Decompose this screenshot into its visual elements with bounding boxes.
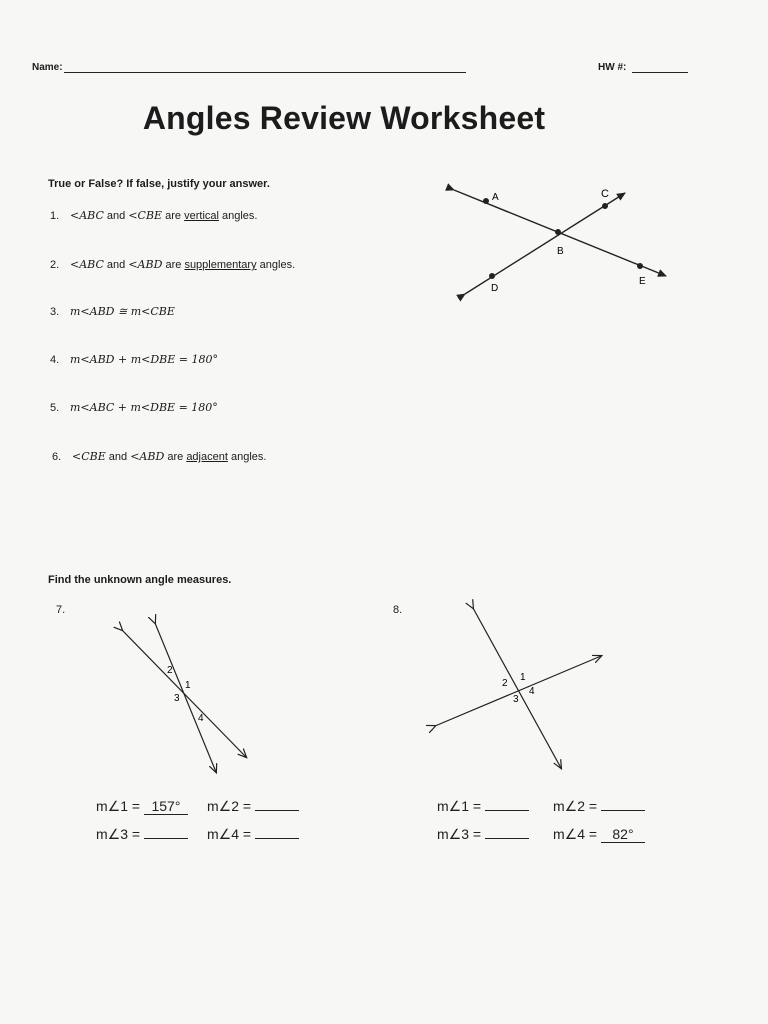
answer-blank[interactable] — [485, 838, 529, 839]
p8-m1-answer — [437, 798, 529, 815]
point-c — [602, 203, 608, 209]
answer-label: m∠3 = — [437, 826, 482, 842]
point-e — [637, 263, 643, 269]
underlined-term: supplementary — [184, 259, 257, 271]
question-text: and — [105, 451, 131, 463]
p8-m4-answer — [553, 826, 645, 843]
angle-label-1: 1 — [520, 672, 526, 683]
answer-label: m∠3 = — [96, 826, 141, 842]
angle-expression: m<ABD ≅ m<CBE — [70, 305, 175, 318]
angle-label-3: 3 — [174, 693, 180, 704]
angle-expr: <ABD — [128, 258, 163, 271]
angle-label-2: 2 — [502, 678, 508, 689]
true-false-instruction: True or False? If false, justify your answer. — [48, 178, 270, 190]
line-cd — [465, 193, 625, 294]
angle-expr: <CBE — [72, 450, 106, 463]
line-2 — [155, 623, 216, 772]
p7-m1-answer — [96, 798, 188, 815]
label-b: B — [557, 246, 564, 257]
question-text: are — [162, 259, 185, 271]
answer-blank[interactable] — [485, 810, 529, 811]
name-field-line[interactable] — [64, 72, 466, 73]
underlined-term: vertical — [184, 210, 219, 222]
question-number: 5. — [50, 402, 60, 414]
answer-label: m∠2 = — [553, 798, 598, 814]
question-number: 4. — [50, 354, 60, 366]
hw-number-label: HW #: — [598, 62, 627, 73]
question-text: are — [164, 451, 187, 463]
point-a — [483, 198, 489, 204]
point-d — [489, 273, 495, 279]
line-1 — [473, 608, 561, 768]
angle-expr: <ABC — [70, 258, 104, 271]
problem-7-number: 7. — [56, 604, 66, 616]
question-6 — [52, 450, 266, 463]
answer-blank[interactable]: 82° — [601, 826, 645, 843]
answer-label: m∠1 = — [96, 798, 141, 814]
name-label: Name: — [32, 62, 63, 73]
page-title: Angles Review Worksheet — [142, 100, 546, 136]
line-2 — [435, 656, 601, 726]
answer-label: m∠4 = — [553, 826, 598, 842]
question-number: 6. — [52, 451, 62, 463]
answer-blank[interactable] — [601, 810, 645, 811]
answer-blank[interactable] — [255, 810, 299, 811]
question-3 — [50, 305, 175, 318]
question-text: angles. — [256, 259, 296, 271]
angle-expression: m<ABD + m<DBE = 180° — [70, 353, 218, 366]
question-text: are — [162, 210, 185, 222]
angle-label-3: 3 — [513, 694, 519, 705]
answer-label: m∠4 = — [207, 826, 252, 842]
problem-8-number: 8. — [393, 604, 403, 616]
answer-blank[interactable] — [144, 838, 188, 839]
question-text: and — [103, 259, 129, 271]
angle-expr: <ABD — [130, 450, 165, 463]
problem-8-figure — [430, 605, 610, 775]
underlined-term: adjacent — [186, 451, 228, 463]
question-4 — [50, 353, 218, 366]
hw-number-field-line[interactable] — [632, 72, 688, 73]
angle-label-2: 2 — [167, 665, 173, 676]
answer-blank[interactable]: 157° — [144, 798, 188, 815]
p7-m2-answer — [207, 798, 299, 815]
p8-m2-answer — [553, 798, 645, 815]
question-text: angles. — [218, 210, 258, 222]
label-c: C — [601, 188, 609, 200]
angle-expr: <CBE — [128, 209, 163, 222]
angle-label-1: 1 — [185, 680, 191, 691]
question-2 — [50, 258, 295, 271]
answer-label: m∠2 = — [207, 798, 252, 814]
question-1 — [50, 209, 257, 222]
answer-blank[interactable] — [255, 838, 299, 839]
find-angles-instruction: Find the unknown angle measures. — [48, 574, 232, 586]
question-number: 3. — [50, 306, 60, 318]
question-number: 1. — [50, 210, 60, 222]
problem-7-figure — [110, 620, 260, 785]
question-text: and — [103, 210, 129, 222]
p7-m4-answer — [207, 826, 299, 843]
p8-m3-answer — [437, 826, 529, 843]
angle-expression: m<ABC + m<DBE = 180° — [70, 401, 218, 414]
answer-label: m∠1 = — [437, 798, 482, 814]
label-d: D — [491, 283, 499, 294]
p7-m3-answer — [96, 826, 188, 843]
angle-label-4: 4 — [529, 686, 535, 697]
question-number: 2. — [50, 259, 60, 271]
point-b — [555, 229, 561, 235]
angle-label-4: 4 — [198, 713, 204, 724]
question-text: angles. — [227, 451, 267, 463]
question-5 — [50, 401, 218, 414]
angle-expr: <ABC — [70, 209, 104, 222]
intersecting-lines-figure — [440, 175, 680, 310]
label-a: A — [492, 192, 499, 203]
label-e: E — [639, 276, 646, 287]
